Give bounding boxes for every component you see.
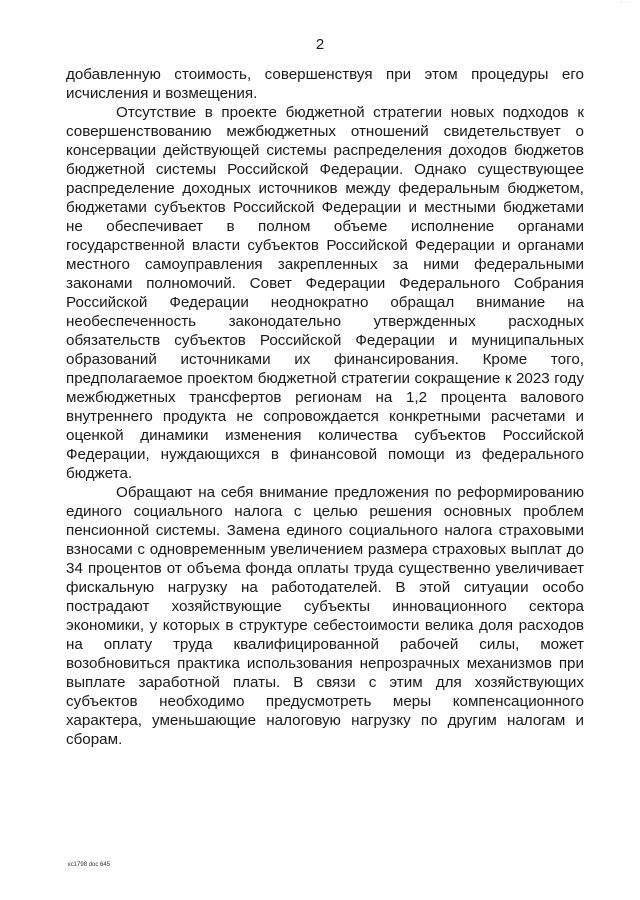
paragraph-continuation: добавленную стоимость, совершенствуя при этом процедуры его исчисления и возмещения. <box>66 66 584 102</box>
paragraph-social-tax: Обращают на себя внимание предложения по реформированию единого социального налога с целью решения основных проблем пенсионной системы. Замена единого социального налога страховыми взносами с одновременным увеличением размера страховых выплат до 34 процентов от объема фонда оплаты труда существенно увеличивает фискальную нагрузку на работодателей. В этой ситуации особо пострадают хозяйствующие субъекты инновационного сектора экономики, у которых в структуре себестоимости велика доля расходов на оплату труда квалифицированной рабочей силы, может возобновиться практика использования непрозрачных механизмов при выплате заработной платы. В связи с этим для хозяйствующих субъектов необходимо предусмотреть меры компенсационного характера, уменьшающие налоговую нагрузку по другим налогам и сборам. <box>66 484 584 748</box>
page-number: 2 <box>315 36 325 53</box>
paragraph-interbudget-relations: Отсутствие в проекте бюджетной стратегии новых подходов к совершенствованию межбюджетных отношений свидетельствует о консервации действующей системы распределения доходов бюджетов бюджетной системы Российской Федерации. Однако существующее распределение доходных источников между федеральным бюджетом, бюджетами субъектов Российской Федерации и местными бюджетами не обеспечивает в полном объеме исполнение органами государственной власти субъектов Российской Федерации и органами местного самоуправления закрепленных за ними федеральными законами полномочий. Совет Федерации Федерального Собрания Российской Федерации неоднократно обращал внимание на необеспеченность законодательно утвержденных расходных обязательств субъектов Российской Федерации и муниципальных образований источниками их финансирования. Кроме того, предполагаемое проектом бюджетной стратегии сокращение к 2023 году межбюджетных трансфертов регионам на 1,2 процента валового внутреннего продукта не сопровождается конкретными расчетами и оценкой динамики изменения количества субъектов Российской Федерации, нуждающихся в финансовой помощи из федерального бюджета. <box>66 104 584 482</box>
corner-scan-mark: · · · <box>620 0 630 6</box>
document-body <box>66 65 584 749</box>
footer-document-code: кс1798 doc 645 <box>68 862 111 868</box>
